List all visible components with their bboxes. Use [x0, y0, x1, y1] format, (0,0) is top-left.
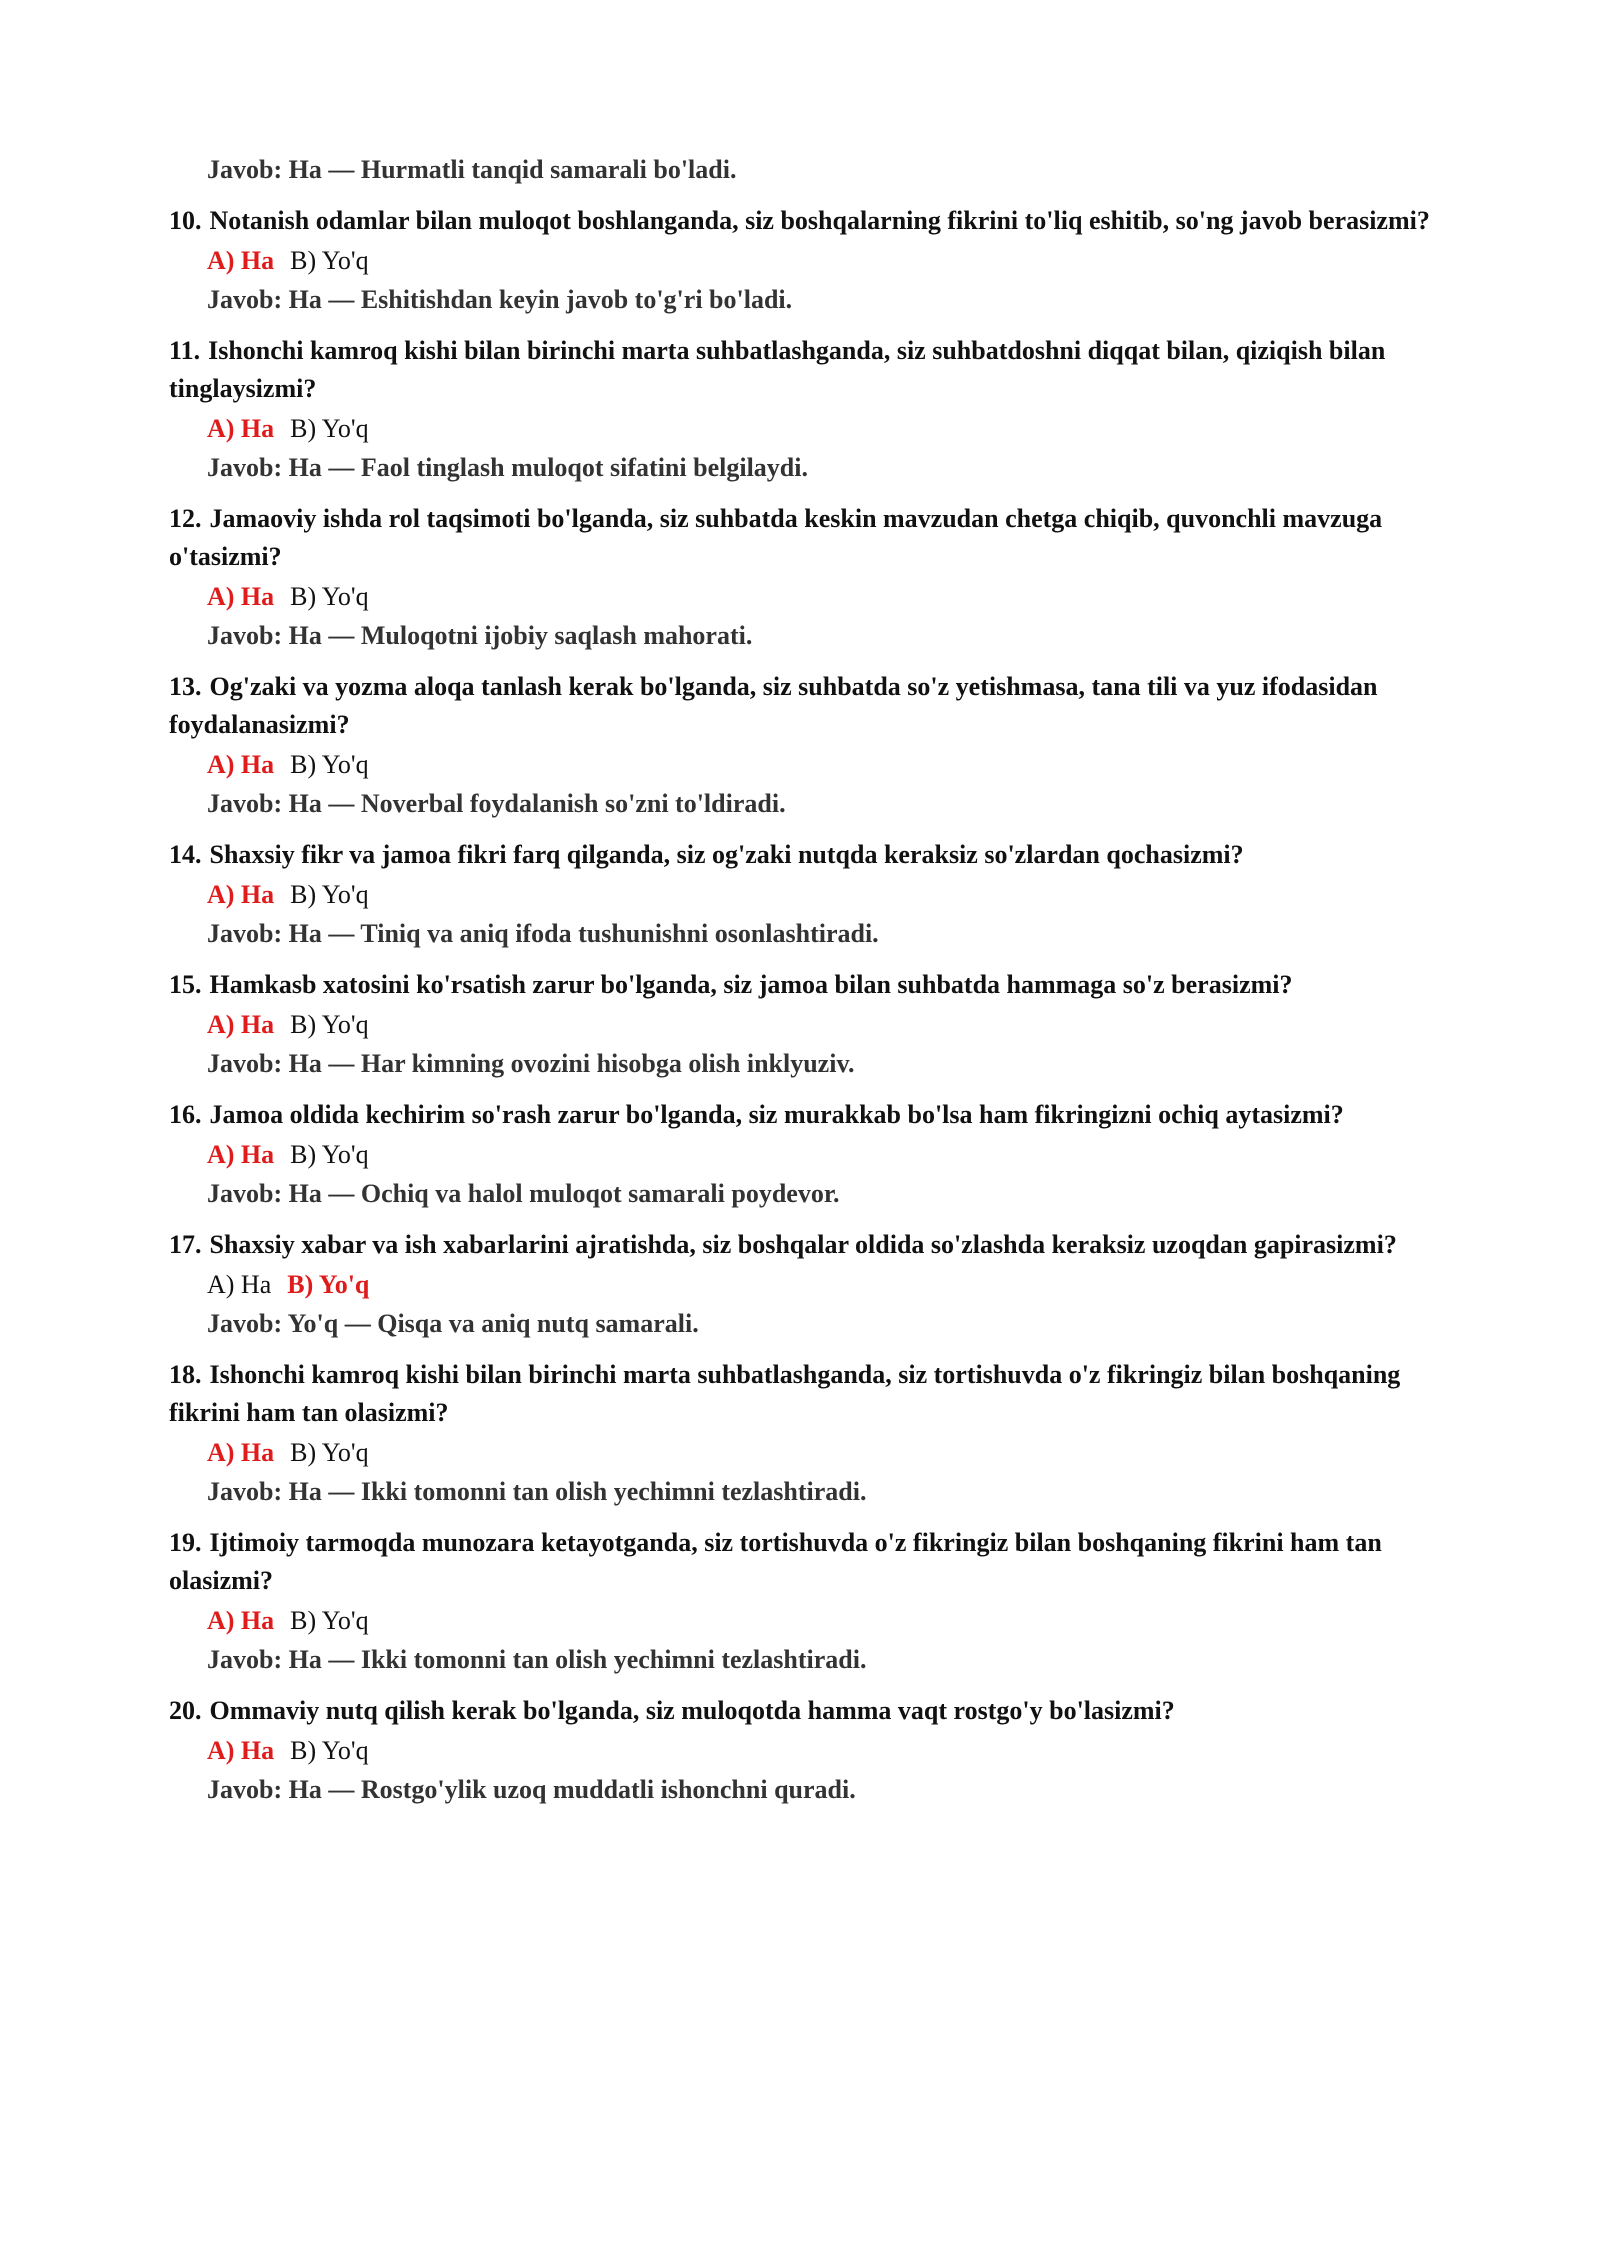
option-b: B) Yo'q: [290, 1736, 369, 1765]
answer-line: Javob: Ha — Muloqotni ijobiy saqlash mahorati.: [207, 621, 753, 650]
answer-line: Javob: Yo'q — Qisqa va aniq nutq samarali.: [207, 1309, 699, 1338]
question-body: Jamaoviy ishda rol taqsimoti bo'lganda, siz suhbatda keskin mavzudan chetga chiqib, quvonchli mavzuga o'tasizmi?: [169, 504, 1383, 571]
option-a: A) Ha: [207, 1606, 275, 1635]
question-number: 17.: [169, 1230, 202, 1259]
option-b: B) Yo'q: [290, 880, 369, 909]
question-number: 18.: [169, 1360, 202, 1389]
question-list: [169, 202, 1440, 1808]
question-number: 12.: [169, 504, 202, 533]
question-body: Ommaviy nutq qilish kerak bo'lganda, siz muloqotda hamma vaqt rostgo'y bo'lasizmi?: [209, 1696, 1175, 1725]
answer-options: [169, 874, 1440, 916]
question-number: 11.: [169, 336, 201, 365]
answer-line: Javob: Ha — Rostgo'ylik uzoq muddatli ishonchni quradi.: [207, 1775, 856, 1804]
question-text: [169, 1356, 1440, 1432]
question-item: [169, 202, 1440, 318]
question-item: [169, 836, 1440, 952]
question-number: 10.: [169, 206, 202, 235]
option-b: B) Yo'q: [290, 582, 369, 611]
question-number: 20.: [169, 1696, 202, 1725]
answer-line: Javob: Ha — Ochiq va halol muloqot samarali poydevor.: [207, 1179, 840, 1208]
question-body: Jamoa oldida kechirim so'rash zarur bo'lganda, siz murakkab bo'lsa ham fikringizni ochiq aytasizmi?: [209, 1100, 1344, 1129]
answer-line: Javob: Ha — Hurmatli tanqid samarali bo'ladi.: [207, 155, 737, 184]
answer-options: [169, 1004, 1440, 1046]
answer-line: Javob: Ha — Eshitishdan keyin javob to'g'ri bo'ladi.: [207, 285, 793, 314]
question-text: [169, 500, 1440, 576]
option-b: B) Yo'q: [290, 1010, 369, 1039]
question-body: Ishonchi kamroq kishi bilan birinchi marta suhbatlashganda, siz tortishuvda o'z fikringiz bilan boshqaning fikrini ham tan olasizmi?: [169, 1360, 1401, 1427]
answer-options: [169, 1264, 1440, 1306]
question-body: Shaxsiy fikr va jamoa fikri farq qilganda, siz og'zaki nutqda keraksiz so'zlardan qochasizmi?: [209, 840, 1244, 869]
answer-options: [169, 240, 1440, 282]
option-a: A) Ha: [207, 582, 275, 611]
question-body: Ishonchi kamroq kishi bilan birinchi marta suhbatlashganda, siz suhbatdoshni diqqat bilan, qiziqish bilan tinglaysizmi?: [169, 336, 1386, 403]
question-item: [169, 500, 1440, 654]
question-number: 15.: [169, 970, 202, 999]
question-body: Notanish odamlar bilan muloqot boshlanganda, siz boshqalarning fikrini to'liq eshitib, so'ng javob berasizmi?: [209, 206, 1430, 235]
option-a: A) Ha: [207, 1010, 275, 1039]
option-a: A) Ha: [207, 246, 275, 275]
option-a: A) Ha: [207, 1438, 275, 1467]
answer-options: [169, 1600, 1440, 1642]
option-a: A) Ha: [207, 880, 275, 909]
answer-line: Javob: Ha — Faol tinglash muloqot sifatini belgilaydi.: [207, 453, 808, 482]
option-a: A) Ha: [207, 1140, 275, 1169]
answer-options: [169, 744, 1440, 786]
question-number: 19.: [169, 1528, 202, 1557]
question-text: [169, 836, 1440, 874]
option-b: B) Yo'q: [290, 1606, 369, 1635]
option-b: B) Yo'q: [290, 1438, 369, 1467]
question-item: [169, 1226, 1440, 1342]
question-body: Hamkasb xatosini ko'rsatish zarur bo'lganda, siz jamoa bilan suhbatda hammaga so'z berasizmi?: [209, 970, 1293, 999]
question-text: [169, 1524, 1440, 1600]
answer-options: [169, 576, 1440, 618]
question-item: [169, 1356, 1440, 1510]
question-item: [169, 966, 1440, 1082]
question-text: [169, 1226, 1440, 1264]
question-text: [169, 1096, 1440, 1134]
option-b: B) Yo'q: [290, 414, 369, 443]
option-a: A) Ha: [207, 414, 275, 443]
question-number: 16.: [169, 1100, 202, 1129]
question-text: [169, 332, 1440, 408]
question-number: 14.: [169, 840, 202, 869]
option-a: A) Ha: [207, 750, 275, 779]
question-body: Ijtimoiy tarmoqda munozara ketayotganda, siz tortishuvda o'z fikringiz bilan boshqaning fikrini ham tan olasizmi?: [169, 1528, 1382, 1595]
option-b: B) Yo'q: [290, 1140, 369, 1169]
question-body: Shaxsiy xabar va ish xabarlarini ajratishda, siz boshqalar oldida so'zlashda keraksiz uzoqdan gapirasizmi?: [209, 1230, 1397, 1259]
answer-options: [169, 1432, 1440, 1474]
answer-line: Javob: Ha — Ikki tomonni tan olish yechimni tezlashtiradi.: [207, 1477, 867, 1506]
question-item: [169, 332, 1440, 486]
question-item: [169, 668, 1440, 822]
answer-options: [169, 1134, 1440, 1176]
question-item: [169, 1524, 1440, 1678]
answer-line: Javob: Ha — Har kimning ovozini hisobga olish inklyuziv.: [207, 1049, 855, 1078]
answer-line: Javob: Ha — Noverbal foydalanish so'zni to'ldiradi.: [207, 789, 786, 818]
question-item: [169, 1692, 1440, 1808]
option-a: A) Ha: [207, 1270, 272, 1299]
question-body: Og'zaki va yozma aloqa tanlash kerak bo'lganda, siz suhbatda so'z yetishmasa, tana tili va yuz ifodasidan foydalanasizmi?: [169, 672, 1378, 739]
option-b: B) Yo'q: [290, 246, 369, 275]
question-text: [169, 668, 1440, 744]
answer-options: [169, 1730, 1440, 1772]
question-text: [169, 1692, 1440, 1730]
answer-options: [169, 408, 1440, 450]
question-number: 13.: [169, 672, 202, 701]
option-b: B) Yo'q: [287, 1270, 370, 1299]
option-b: B) Yo'q: [290, 750, 369, 779]
answer-line: Javob: Ha — Ikki tomonni tan olish yechimni tezlashtiradi.: [207, 1645, 867, 1674]
option-a: A) Ha: [207, 1736, 275, 1765]
question-text: [169, 202, 1440, 240]
question-item: [169, 1096, 1440, 1212]
question-text: [169, 966, 1440, 1004]
answer-line: Javob: Ha — Tiniq va aniq ifoda tushunishni osonlashtiradi.: [207, 919, 879, 948]
